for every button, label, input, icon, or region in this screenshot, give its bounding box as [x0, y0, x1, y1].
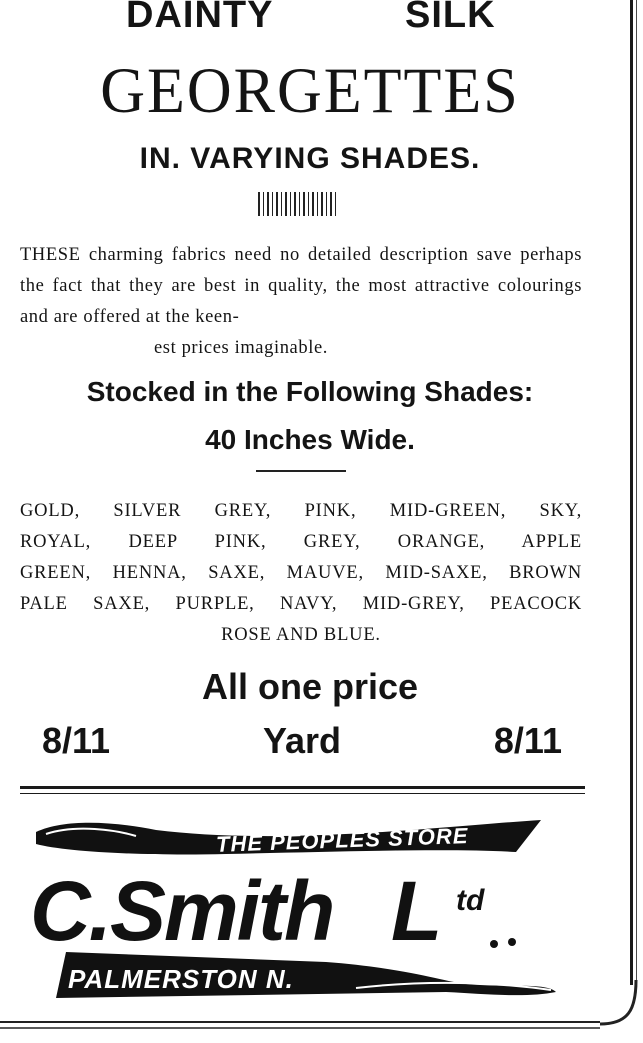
heading-silk: SILK	[405, 0, 496, 36]
price-unit: Yard	[262, 720, 342, 761]
price-heading: All one price	[201, 666, 419, 707]
title-georgettes: GEORGETTES	[100, 55, 520, 127]
right-border-rule-thin	[636, 0, 637, 985]
right-border-rule	[630, 0, 633, 985]
bottom-rules	[0, 1018, 600, 1038]
shades-line: PALE SAXE, PURPLE, NAVY, MID-GREY, PEACOCK	[20, 594, 582, 614]
shades-last-line: ROSE AND BLUE.	[221, 625, 381, 645]
store-logo	[26, 812, 566, 1004]
logo-banner-top: THE PEOPLES STORE	[215, 823, 469, 857]
divider-thin	[20, 793, 585, 794]
width-heading: 40 Inches Wide.	[205, 424, 415, 455]
stock-heading: Stocked in the Following Shades:	[86, 376, 534, 407]
logo-ltd-initial: L	[391, 864, 443, 958]
shades-line: GOLD, SILVER GREY, PINK, MID-GREEN, SKY,	[20, 501, 582, 521]
shades-list	[20, 496, 582, 651]
shades-line: GREEN, HENNA, SAXE, MAUVE, MID-SAXE, BROWN	[20, 563, 582, 583]
price-right: 8/11	[493, 720, 562, 761]
description-paragraph	[20, 240, 582, 364]
heading-dainty: DAINTY	[126, 0, 274, 36]
price-left: 8/11	[42, 720, 111, 761]
description-last-line: est prices imaginable.	[154, 338, 328, 358]
price-row	[42, 720, 562, 762]
subtitle-shades: IN. VARYING SHADES.	[139, 142, 481, 175]
logo-banner-bottom: PALMERSTON N.	[68, 964, 294, 994]
description-lead: THESE	[20, 245, 81, 265]
logo-name: C.Smith	[30, 864, 334, 958]
short-divider	[256, 470, 346, 472]
decorative-bars	[258, 192, 336, 216]
divider-thick	[20, 786, 585, 789]
shades-line: ROYAL, DEEP PINK, GREY, ORANGE, APPLE	[20, 532, 582, 552]
logo-ltd-suffix: td	[456, 884, 485, 917]
description-body: charming fabrics need no detailed description save perhaps the fact that they are best in quality, the most attractive colourings and are offered at the keen-	[20, 245, 582, 327]
corner-curve	[598, 980, 643, 1040]
